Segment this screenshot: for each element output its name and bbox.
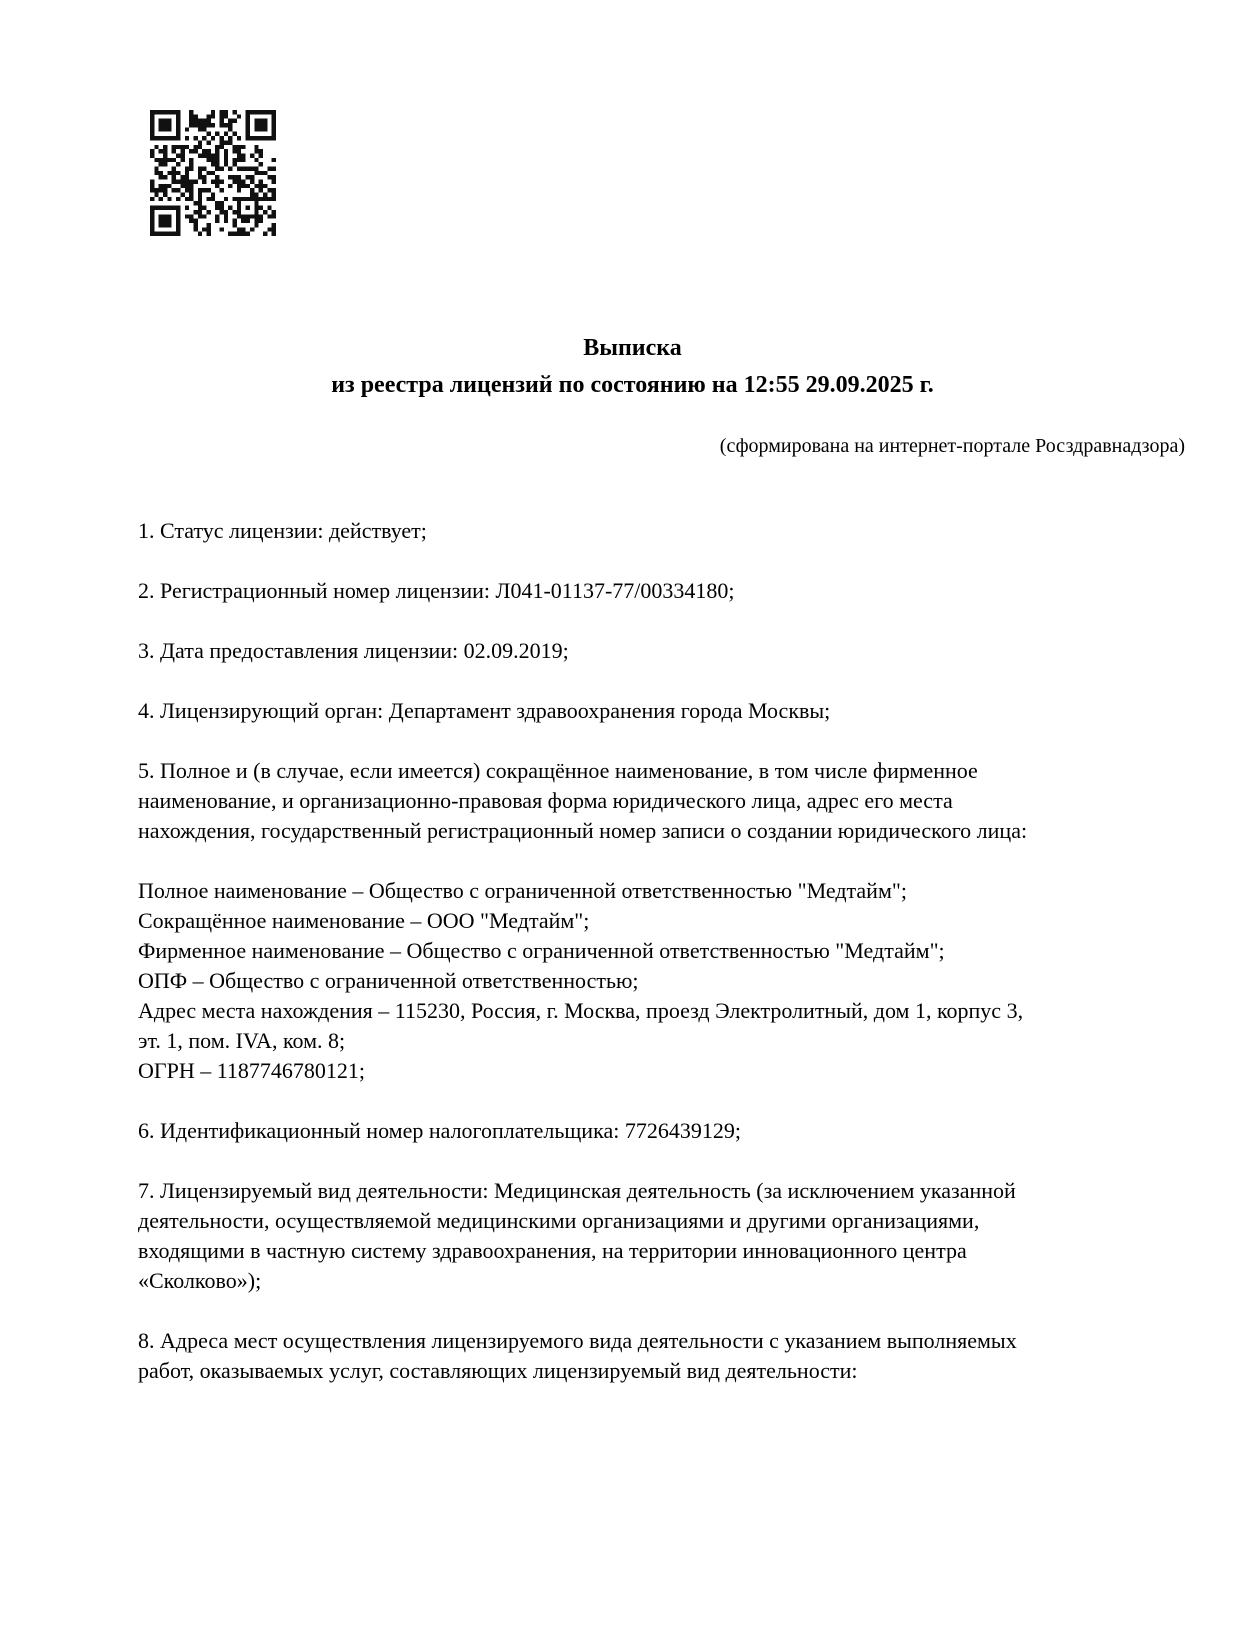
item-6-taxpayer-number	[138, 1116, 1143, 1146]
text-line: работ, оказываемых услуг, составляющих лицензируемый вид деятельности:	[138, 1358, 858, 1383]
text-line: 6. Идентификационный номер налогоплательщика: 7726439129;	[138, 1118, 741, 1143]
text-line: 7. Лицензируемый вид деятельности: Медицинская деятельность (за исключением указанной	[138, 1178, 1016, 1203]
text-line: наименование, и организационно-правовая форма юридического лица, адрес его места	[138, 788, 953, 813]
legal-form-line: ОПФ – Общество с ограниченной ответственностью;	[138, 968, 639, 993]
title-line-1: Выписка	[583, 335, 682, 361]
text-line: 5. Полное и (в случае, если имеется) сокращённое наименование, в том числе фирменное	[138, 758, 978, 783]
text-line: деятельности, осуществляемой медицинскими организациями и другими организациями,	[138, 1208, 980, 1233]
text-line: 3. Дата предоставления лицензии: 02.09.2019;	[138, 638, 569, 663]
text-line: входящими в частную систему здравоохранения, на территории инновационного центра	[138, 1238, 967, 1263]
document-body	[138, 516, 1143, 1386]
text-line: нахождения, государственный регистрационный номер записи о создании юридического лица:	[138, 818, 1028, 843]
company-details	[138, 876, 1143, 1086]
title-line-2: из реестра лицензий по состоянию на 12:55 29.09.2025 г.	[331, 372, 934, 398]
text-line: «Сколково»);	[138, 1268, 262, 1293]
ogrn-line: ОГРН – 1187746780121;	[138, 1058, 366, 1083]
document-subtitle: (сформирована на интернет-портале Росздравнадзора)	[719, 435, 1185, 457]
item-5-company-naming-heading	[138, 756, 1143, 846]
full-name-line: Полное наименование – Общество с ограниченной ответственностью "Медтайм";	[138, 878, 907, 903]
short-name-line: Сокращённое наименование – ООО "Медтайм";	[138, 908, 590, 933]
text-line: 8. Адреса мест осуществления лицензируемого вида деятельности с указанием выполняемых	[138, 1328, 1017, 1353]
brand-name-line: Фирменное наименование – Общество с ограниченной ответственностью "Медтайм";	[138, 938, 945, 963]
address-line-2: эт. 1, пом. IVA, ком. 8;	[138, 1028, 346, 1053]
item-2-registration-number	[138, 576, 1143, 606]
item-3-grant-date	[138, 636, 1143, 666]
text-line: 1. Статус лицензии: действует;	[138, 518, 427, 543]
item-8-activity-addresses-heading	[138, 1326, 1143, 1386]
address-line-1: Адрес места нахождения – 115230, Россия, г. Москва, проезд Электролитный, дом 1, корпус 3,	[138, 998, 1024, 1023]
qr-code	[150, 110, 276, 236]
text-line: 4. Лицензирующий орган: Департамент здравоохранения города Москвы;	[138, 698, 831, 723]
text-line: 2. Регистрационный номер лицензии: Л041-01137-77/00334180;	[138, 578, 735, 603]
document-title	[140, 330, 1125, 404]
item-1-status	[138, 516, 1143, 546]
item-7-licensed-activity	[138, 1176, 1143, 1296]
item-4-licensing-authority	[138, 696, 1143, 726]
